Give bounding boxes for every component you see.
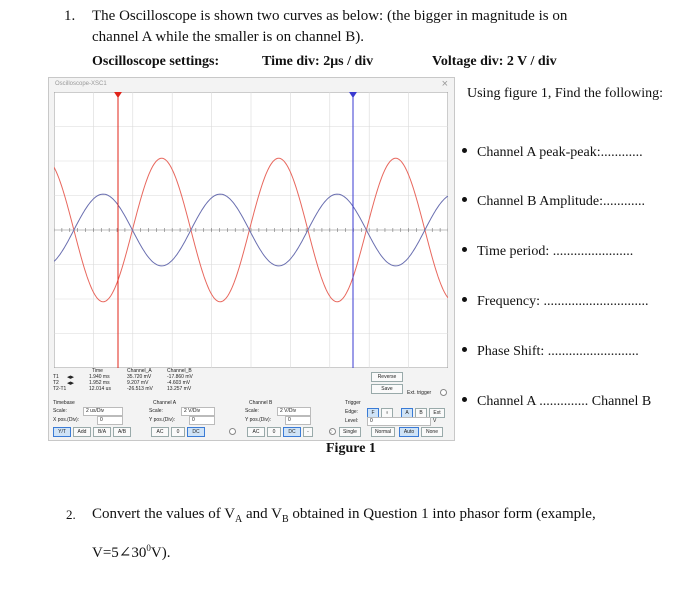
bullet-icon — [462, 347, 467, 352]
q2-superscript: 0 — [146, 543, 151, 553]
trigger-source-a-button[interactable]: A — [401, 408, 413, 418]
readout-header-channel-b: Channel_B — [167, 368, 192, 374]
voltage-div-setting: Voltage div: 2 V / div — [432, 54, 557, 69]
channel-a-scale-label: Scale: — [149, 408, 163, 414]
channel-a-zero-button[interactable]: 0 — [171, 427, 185, 437]
timebase-scale-input[interactable]: 2 us/Div — [83, 407, 123, 416]
q2-subscript-b: B — [282, 514, 289, 525]
readout-header-time: Time — [92, 368, 103, 374]
row-label-t2: T2 — [53, 380, 59, 386]
channel-a-title: Channel A — [153, 400, 177, 406]
instruction-item-right: Channel B — [591, 394, 652, 409]
q2-text-part: Convert the values of V — [92, 506, 236, 522]
q2-text-part: and V — [242, 506, 282, 522]
channel-a-ypos-label: Y pos.(Div): — [149, 417, 176, 423]
q2-text-part: V=5∠30 — [92, 545, 147, 561]
channel-a-terminal-icon[interactable] — [229, 428, 236, 435]
question-2-line-1 — [92, 500, 662, 534]
channel-b-zero-button[interactable]: 0 — [267, 427, 281, 437]
trigger-edge-label: Edge: — [345, 409, 359, 415]
t2-arrows-icon[interactable]: ◂▸ — [67, 380, 75, 387]
bullet-icon — [462, 297, 467, 302]
channel-a-ypos-input[interactable]: 0 — [189, 416, 215, 425]
question-2-number: 2. — [66, 507, 76, 522]
channel-a-dc-button[interactable]: DC — [187, 427, 205, 437]
save-button[interactable]: Save — [371, 384, 403, 394]
t2-time: 1.952 ms — [89, 380, 110, 386]
channel-b-scale-input[interactable]: 2 V/Div — [277, 407, 311, 416]
bullet-icon — [462, 148, 467, 153]
channel-b-ypos-label: Y pos.(Div): — [245, 417, 272, 423]
trigger-source-ext-button[interactable]: Ext — [429, 408, 445, 418]
instruction-item — [462, 294, 648, 310]
edge-falling-button[interactable]: F — [367, 408, 379, 418]
mode-add-button[interactable]: Add — [73, 427, 91, 437]
instruction-item — [462, 344, 639, 360]
mode-yt-button[interactable]: Y/T — [53, 427, 71, 437]
control-panel — [49, 400, 454, 440]
ext-trigger-label: Ext. trigger — [407, 390, 432, 396]
bullet-icon — [462, 197, 467, 202]
trigger-none-button[interactable]: None — [421, 427, 443, 437]
bullet-icon — [462, 397, 467, 402]
timebase-scale-label: Scale: — [53, 408, 67, 414]
t2-t1-channel-a: -26.513 mV — [127, 386, 153, 392]
trigger-level-unit: V — [433, 418, 437, 424]
oscilloscope-screen — [54, 92, 448, 368]
trigger-normal-button[interactable]: Normal — [371, 427, 395, 437]
channel-b-ac-button[interactable]: AC — [247, 427, 265, 437]
t2-channel-a: 9.207 mV — [127, 380, 149, 386]
channel-b-ypos-input[interactable]: 0 — [285, 416, 311, 425]
t2-t1-time: 12.014 us — [89, 386, 111, 392]
question-1-number: 1. — [64, 8, 76, 24]
edge-rising-button[interactable]: ᵻ — [381, 408, 393, 418]
instruction-item — [462, 194, 645, 210]
channel-b-scale-label: Scale: — [245, 408, 259, 414]
readout-panel — [49, 368, 454, 396]
trigger-source-b-button[interactable]: B — [415, 408, 427, 418]
trigger-radio-icon[interactable]: ○ — [329, 429, 333, 435]
question-2-line-2 — [92, 534, 662, 568]
timebase-title: Timebase — [53, 400, 75, 406]
ext-trigger-terminal-icon[interactable] — [440, 389, 447, 396]
row-label-t1: T1 — [53, 374, 59, 380]
q2-text-part: obtained in Question 1 into phasor form (example, — [288, 506, 596, 522]
t1-time: 1.940 ms — [89, 374, 110, 380]
t1-arrows-icon[interactable]: ◂▸ — [67, 374, 75, 381]
instruction-item — [462, 145, 643, 161]
q2-text-part: V). — [150, 545, 171, 561]
channel-b-title: Channel B — [249, 400, 273, 406]
question-1-line-2: channel A while the smaller is on channel B). — [92, 29, 365, 45]
channel-b-minus-button[interactable]: - — [303, 427, 313, 437]
trigger-level-input[interactable]: 0 — [367, 417, 431, 426]
trigger-level-label: Level: — [345, 418, 359, 424]
instruction-item-text: Frequency: .............................. — [477, 294, 649, 309]
question-1-line-1: The Oscilloscope is shown two curves as below: (the bigger in magnitude is on — [92, 8, 568, 24]
instructions-intro: Using figure 1, Find the following: — [467, 86, 663, 101]
reverse-button[interactable]: Reverse — [371, 372, 403, 382]
mode-ab-button[interactable]: A/B — [113, 427, 131, 437]
instruction-item-text: Channel A peak-peak:............ — [477, 145, 643, 160]
scope-window-title: Oscilloscope-XSC1 — [55, 81, 107, 87]
figure-caption: Figure 1 — [326, 441, 376, 456]
row-label-t2-t1: T2-T1 — [53, 386, 67, 392]
instruction-item — [462, 244, 633, 260]
instruction-item-text: Phase Shift: .......................... — [477, 344, 639, 359]
trigger-single-button[interactable]: Single — [339, 427, 361, 437]
channel-a-scale-input[interactable]: 2 V/Div — [181, 407, 215, 416]
close-icon[interactable]: × — [441, 78, 448, 90]
mode-ba-button[interactable]: B/A — [93, 427, 111, 437]
instruction-item-left: Channel A .............. — [477, 394, 589, 409]
channel-a-ac-button[interactable]: AC — [151, 427, 169, 437]
trigger-auto-button[interactable]: Auto — [399, 427, 419, 437]
t2-channel-b: -4.603 mV — [167, 380, 191, 386]
t1-channel-b: -17.860 mV — [167, 374, 193, 380]
oscilloscope-window — [48, 77, 455, 441]
bullet-icon — [462, 247, 467, 252]
trigger-title: Trigger — [345, 400, 361, 406]
instruction-item-text: Channel B Amplitude:............ — [477, 194, 645, 209]
time-div-setting: Time div: 2μs / div — [262, 54, 374, 69]
instruction-item — [462, 394, 651, 410]
timebase-xpos-input[interactable]: 0 — [97, 416, 123, 425]
instruction-item-text: Time period: ....................... — [477, 244, 634, 259]
readout-header-channel-a: Channel_A — [127, 368, 152, 374]
t1-channel-a: 35.720 mV — [127, 374, 152, 380]
q2-subscript-a: A — [235, 514, 243, 525]
channel-b-dc-button[interactable]: DC — [283, 427, 301, 437]
t2-t1-channel-b: 13.257 mV — [167, 386, 192, 392]
settings-label: Oscilloscope settings: — [92, 54, 220, 69]
timebase-xpos-label: X pos.(Div): — [53, 417, 80, 423]
